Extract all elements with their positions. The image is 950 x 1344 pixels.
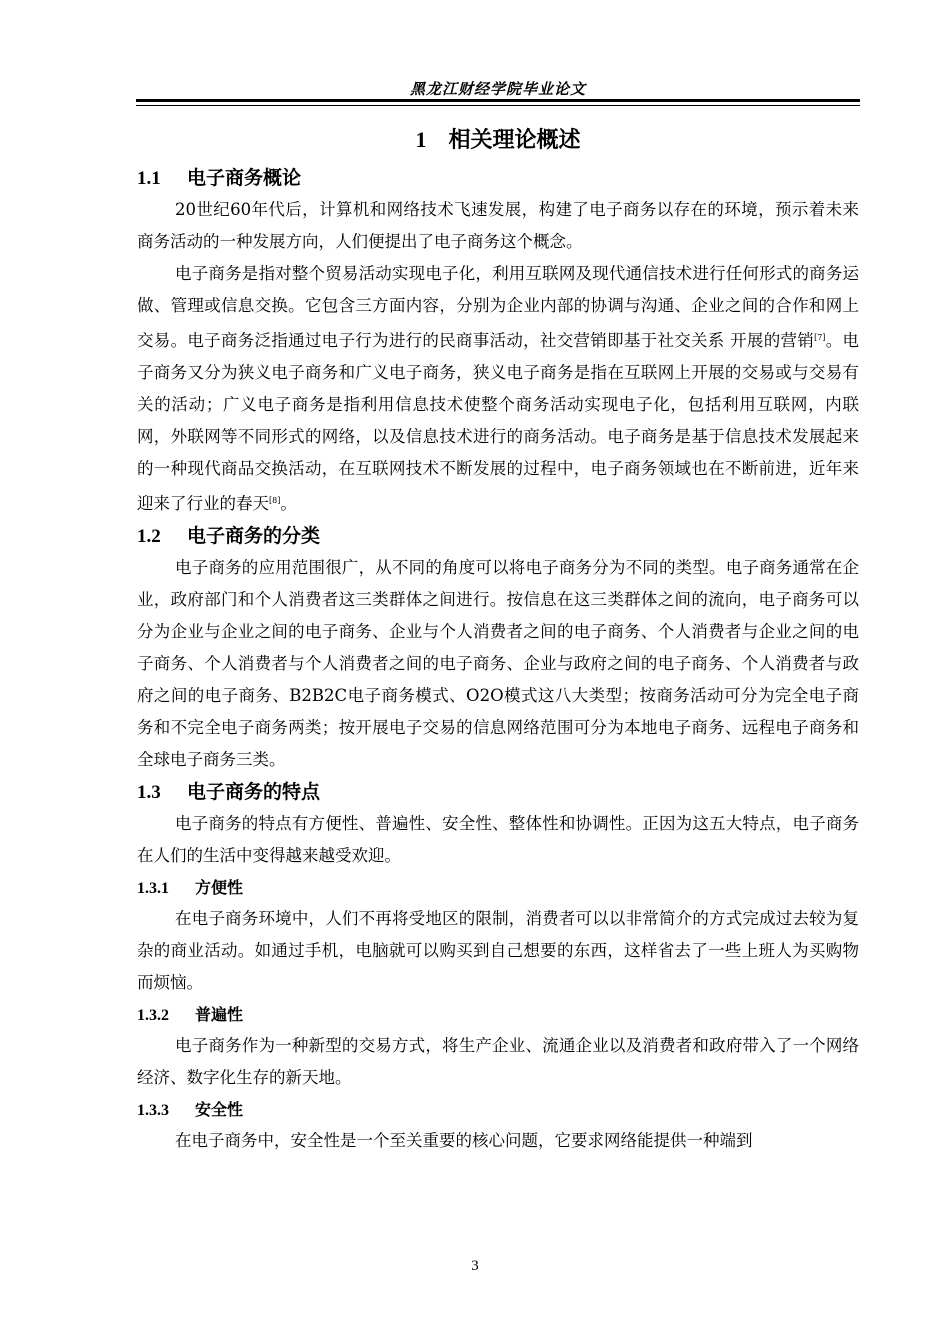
section-title: 电子商务的分类 xyxy=(187,525,321,547)
subsection-title: 方便性 xyxy=(195,878,244,897)
section-number: 1.2 xyxy=(137,526,161,547)
paragraph: 电子商务作为一种新型的交易方式，将生产企业、流通企业以及消费者和政府带入了一个网络经济、数字化生存的新天地。 xyxy=(137,1036,859,1087)
subsection-heading-1-3-1 xyxy=(137,872,859,903)
section-number: 1.1 xyxy=(137,168,161,189)
chapter-title: 相关理论概述 xyxy=(448,128,581,153)
paragraph: 在电子商务中，安全性是一个至关重要的核心问题，它要求网络能提供一种端到 xyxy=(175,1131,753,1150)
section-heading-1-3 xyxy=(137,776,859,808)
subsection-heading-1-3-2 xyxy=(137,999,859,1030)
section-heading-1-2 xyxy=(137,520,859,552)
section-number: 1.3 xyxy=(137,782,161,803)
subsection-number: 1.3.1 xyxy=(137,880,169,897)
citation-ref: [7] xyxy=(814,333,826,342)
paragraph xyxy=(137,258,859,520)
paragraph: 电子商务的应用范围很广，从不同的角度可以将电子商务分为不同的类型。电子商务通常在企业，政府部门和个人消费者这三类群体之间进行。按信息在这三类群体之间的流向，电子商务可以分为企业与企业之间的电子商务、企业与个人消费者之间的电子商务、个人消费者与企业之间的电子商务、个人消费者与个人消费者之间的电子商务、企业与政府之间的电子商务、个人消费者与政府之间的电子商务、B2B2C电子商务模式、O2O模式这八大类型；按商务活动可分为完全电子商务和不完全电子商务两类；按开展电子交易的信息网络范围可分为本地电子商务、远程电子商务和全球电子商务三类。 xyxy=(137,558,859,769)
subsection-title: 安全性 xyxy=(195,1100,244,1119)
paragraph: 在电子商务环境中，人们不再将受地区的限制，消费者可以以非常简介的方式完成过去较为复杂的商业活动。如通过手机，电脑就可以购买到自己想要的东西，这样省去了一些上班人为买购物而烦恼。 xyxy=(137,909,859,992)
section-heading-1-1 xyxy=(137,162,859,194)
subsection-number: 1.3.3 xyxy=(137,1102,169,1119)
body-content xyxy=(137,118,859,1157)
subsection-title: 普遍性 xyxy=(195,1005,244,1024)
subsection-number: 1.3.2 xyxy=(137,1007,169,1024)
running-header: 黑龙江财经学院毕业论文 xyxy=(409,80,586,98)
section-title: 电子商务概论 xyxy=(187,167,302,189)
paragraph-text: 。电子商务又分为狭义电子商务和广义电子商务，狭义电子商务是指在互联网上开展的交易或与交易有关的活动；广义电子商务是指利用信息技术使整个商务活动实现电子化，包括利用互联网，内联网，外联网等不同形式的网络，以及信息技术进行的商务活动。电子商务是基于信息技术发展起来的一种现代商品交换活动，在互联网技术不断发展的过程中，电子商务领域也在不断前进，近年来迎来了行业的春天 xyxy=(137,331,859,513)
chapter-heading xyxy=(137,118,859,162)
header-rule-thick xyxy=(136,99,860,102)
subsection-heading-1-3-3 xyxy=(137,1094,859,1125)
paragraph-text: 。 xyxy=(280,494,297,513)
page-number: 3 xyxy=(471,1258,479,1274)
header-rule-thin xyxy=(136,105,860,106)
citation-ref: [8] xyxy=(269,496,281,505)
paragraph-text: 电子商务是指对整个贸易活动实现电子化，利用互联网及现代通信技术进行任何形式的商务运做、管理或信息交换。它包含三方面内容，分别为企业内部的协调与沟通、企业之间的合作和网上交易。电子商务泛指通过电子行为进行的民商事活动，社交营销即基于社交关系 开展的营销 xyxy=(137,264,859,350)
paragraph: 20世纪60年代后，计算机和网络技术飞速发展，构建了电子商务以存在的环境，预示着未来商务活动的一种发展方向，人们便提出了电子商务这个概念。 xyxy=(137,200,859,251)
paragraph: 电子商务的特点有方便性、普遍性、安全性、整体性和协调性。正因为这五大特点，电子商务在人们的生活中变得越来越受欢迎。 xyxy=(137,814,859,865)
chapter-number: 1 xyxy=(415,127,427,152)
section-title: 电子商务的特点 xyxy=(187,781,321,803)
